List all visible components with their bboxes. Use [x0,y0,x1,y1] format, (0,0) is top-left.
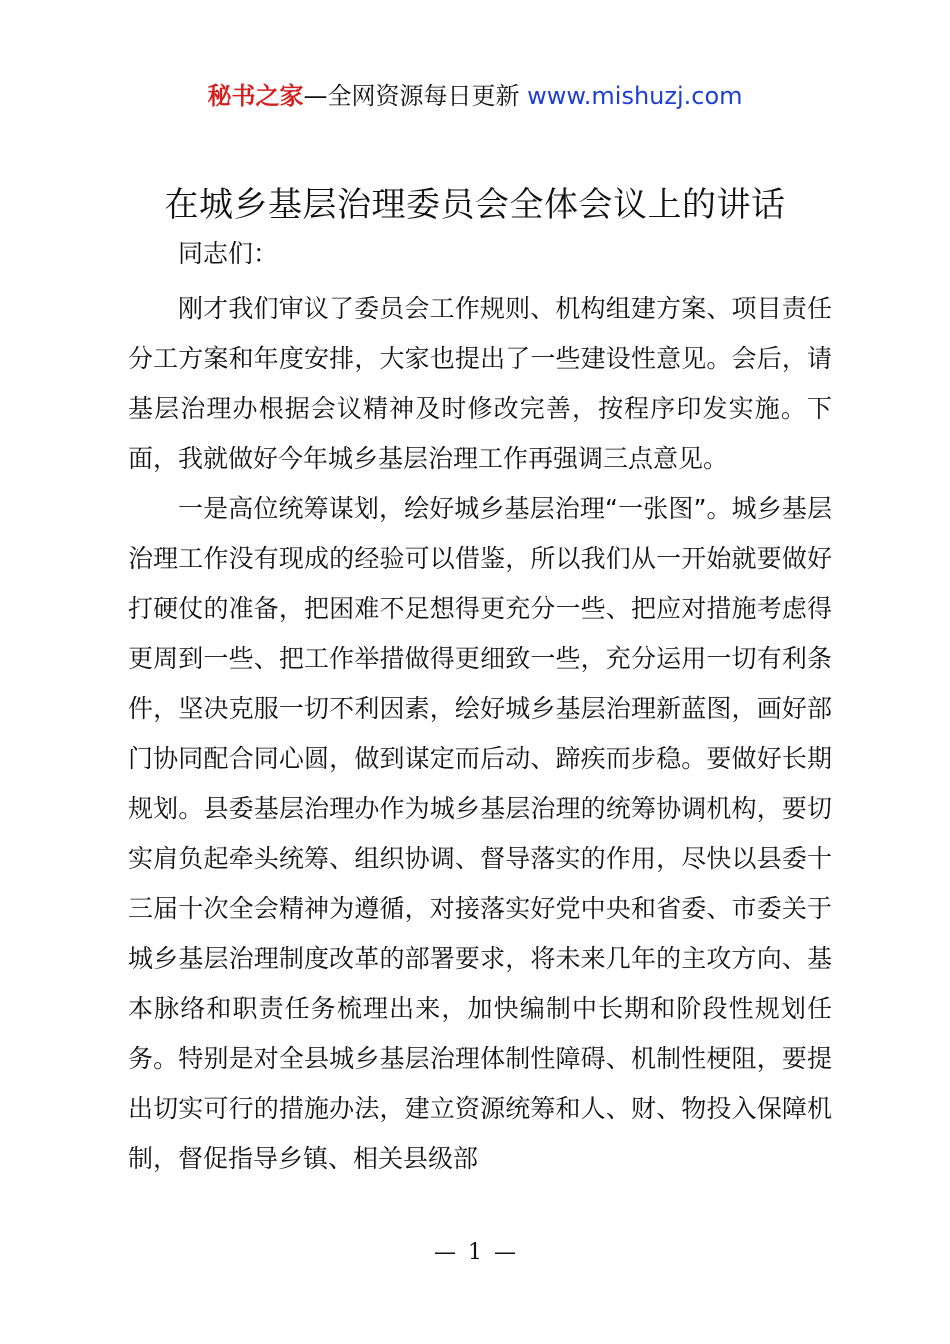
paragraph: 一是高位统筹谋划，绘好城乡基层治理“一张图”。城乡基层治理工作没有现成的经验可以借鉴，所以我们从一开始就要做好打硬仗的准备，把困难不足想得更充分一些、把应对措施考虑得更周到一些、把工作举措做得更细致一些，充分运用一切有利条件，坚决克服一切不利因素，绘好城乡基层治理新蓝图，画好部门协同配合同心圆，做到谋定而后动、蹄疾而步稳。要做好长期规划。县委基层治理办作为城乡基层治理的统筹协调机构，要切实肩负起牵头统筹、组织协调、督导落实的作用，尽快以县委十三届十次全会精神为遵循，对接落实好党中央和省委、市委关于城乡基层治理制度改革的部署要求，将未来几年的主攻方向、基本脉络和职责任务梳理出来，加快编制中长期和阶段性规划任务。特别是对全县城乡基层治理体制性障碍、机制性梗阻，要提出切实可行的措施办法，建立资源统筹和人、财、物投入保障机制，督促指导乡镇、相关县级部 [128,494,832,1173]
header-tagline: —全网资源每日更新 [303,82,528,110]
brand-name: 秘书之家 [207,82,304,110]
page-number-dash-right: — [494,1240,516,1265]
document-body [128,284,832,1184]
page-number: 1 [468,1240,482,1265]
page-number-dash-left: — [434,1240,456,1265]
site-header-banner [0,80,950,112]
page-number-footer [0,1238,950,1268]
paragraph: 刚才我们审议了委员会工作规则、机构组建方案、项目责任分工方案和年度安排，大家也提出了一些建设性意见。会后，请基层治理办根据会议精神及时修改完善，按程序印发实施。下面，我就做好今年城乡基层治理工作再强调三点意见。 [128,294,832,473]
site-url-link[interactable]: www.mishuzj.com [527,82,743,110]
salutation: 同志们： [178,239,279,268]
document-title: 在城乡基层治理委员会全体会议上的讲话 [164,185,786,225]
